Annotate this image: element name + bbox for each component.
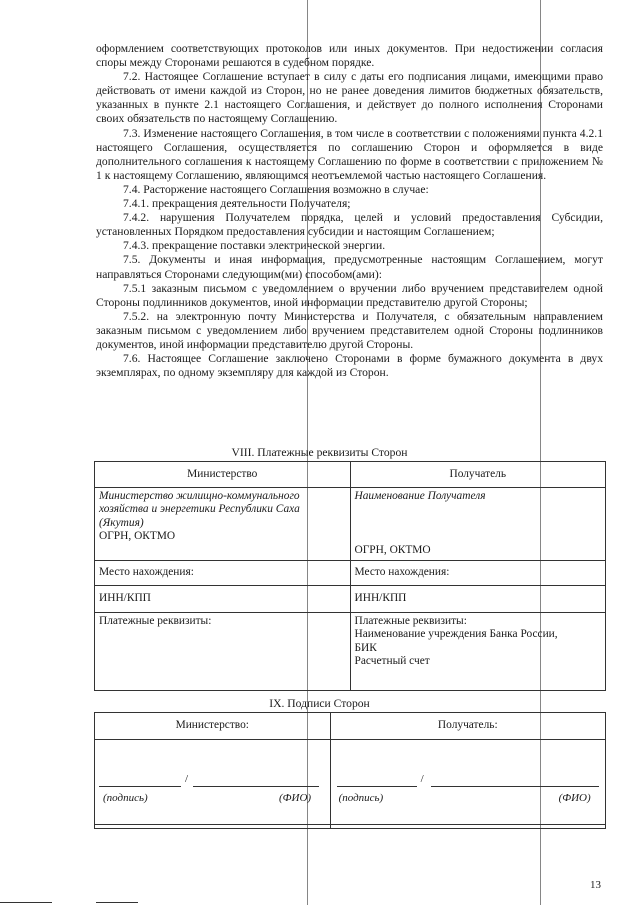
paragraph-7-3: 7.3. Изменение настоящего Соглашения, в том числе в соответствии с положениями пункта 4.2.1 настоящего Соглашения, осуществляется по соглашению Сторон и оформляется в виде дополнительного соглашения к настоящему Соглашению по форме в соответствии с приложением № 1 к настоящему Соглашению, являющимся неотъемлемой частью настоящего Соглашения.	[96, 126, 603, 182]
ministry-fio-line	[193, 786, 319, 787]
recipient-ogrn: ОГРН, ОКТМО	[354, 543, 431, 556]
ministry-fio-caption: (ФИО)	[279, 792, 312, 804]
ministry-inn: ИНН/КПП	[95, 586, 351, 613]
recipient-fio-line	[431, 786, 599, 787]
payment-details-table	[94, 461, 606, 691]
footer-mark-center	[96, 902, 138, 903]
paragraph-7-5-1: 7.5.1 заказным письмом с уведомлением о вручении либо вручением представителем одной Стороны подлинников документов, иной информации представителю другой Стороны;	[96, 281, 603, 309]
recipient-signature-caption: (подпись)	[338, 792, 384, 804]
ministry-ogrn: ОГРН, ОКТМО	[99, 530, 176, 543]
bank-name: Наименование учреждения Банка России,	[354, 628, 558, 641]
recipient-slash: /	[420, 773, 424, 785]
recipient-payment-details-cell	[350, 613, 606, 691]
recipient-signature-cell	[330, 740, 605, 829]
agreement-body	[96, 42, 603, 380]
signatures-table	[94, 712, 606, 829]
sign-header-ministry: Министерство:	[95, 713, 331, 740]
ministry-location: Место нахождения:	[95, 561, 351, 586]
ministry-signature-caption: (подпись)	[103, 792, 148, 804]
paragraph-7-1-end: оформлением соответствующих протоколов или иных документов. При недостижении согласия споры между Сторонами решаются в судебном порядке.	[96, 42, 603, 70]
section-8-title: VIII. Платежные реквизиты Сторон	[231, 446, 408, 459]
bik: БИК	[354, 641, 377, 654]
recipient-name-cell	[350, 488, 606, 561]
ministry-name: Министерство жилищно-коммунального хозяйства и энергетики Республики Саха (Якутия)	[99, 490, 300, 529]
header-recipient: Получатель	[350, 462, 606, 488]
account-number: Расчетный счет	[354, 655, 430, 668]
sign-header-recipient: Получатель:	[330, 713, 605, 740]
footer-mark-left	[0, 902, 52, 903]
section-9-title: IX. Подписи Сторон	[269, 697, 370, 710]
ministry-signature-cell	[95, 740, 331, 829]
recipient-payment-details: Платежные реквизиты:	[354, 615, 467, 627]
recipient-fio-caption: (ФИО)	[558, 792, 591, 804]
paragraph-7-4-1: 7.4.1. прекращения деятельности Получателя;	[123, 197, 351, 211]
ministry-name-cell	[95, 488, 351, 561]
ministry-payment-details: Платежные реквизиты:	[95, 613, 351, 691]
paragraph-7-4-2: 7.4.2. нарушения Получателем порядка, целей и условий предоставления Субсидии, установленных Порядком предоставления субсидии и настоящим Соглашением;	[96, 211, 603, 239]
recipient-location: Место нахождения:	[350, 561, 606, 586]
header-ministry: Министерство	[95, 462, 351, 488]
paragraph-7-4-3: 7.4.3. прекращение поставки электрической энергии.	[123, 239, 386, 253]
page-number: 13	[590, 879, 601, 891]
paragraph-7-5-2: 7.5.2. на электронную почту Министерства и Получателя, с обязательным направлением заказным письмом с уведомлением либо вручением представителем одной Стороны подлинников документов, иной информации представителю другой Стороны.	[96, 309, 603, 351]
paragraph-7-5: 7.5. Документы и иная информация, предусмотренные настоящим Соглашением, могут направляться Сторонами следующим(ми) способом(ами):	[96, 253, 603, 281]
paragraph-7-2: 7.2. Настоящее Соглашение вступает в силу с даты его подписания лицами, имеющими право действовать от имени каждой из Сторон, но не ранее доведения лимитов бюджетных обязательств, указанных в пункте 2.1 настоящего Соглашения, и действует до полного исполнения Сторонами своих обязательств по настоящему Соглашению.	[96, 70, 603, 126]
ministry-signature-line	[99, 786, 181, 787]
recipient-inn: ИНН/КПП	[350, 586, 606, 613]
recipient-signature-line	[337, 786, 417, 787]
recipient-name: Наименование Получателя	[354, 490, 486, 502]
ministry-slash: /	[185, 773, 189, 785]
paragraph-7-6: 7.6. Настоящее Соглашение заключено Сторонами в форме бумажного документа в двух экземплярах, по одному экземпляру для каждой из Сторон.	[96, 352, 603, 380]
paragraph-7-4: 7.4. Расторжение настоящего Соглашения возможно в случае:	[123, 182, 429, 196]
bottom-divider	[94, 824, 606, 825]
